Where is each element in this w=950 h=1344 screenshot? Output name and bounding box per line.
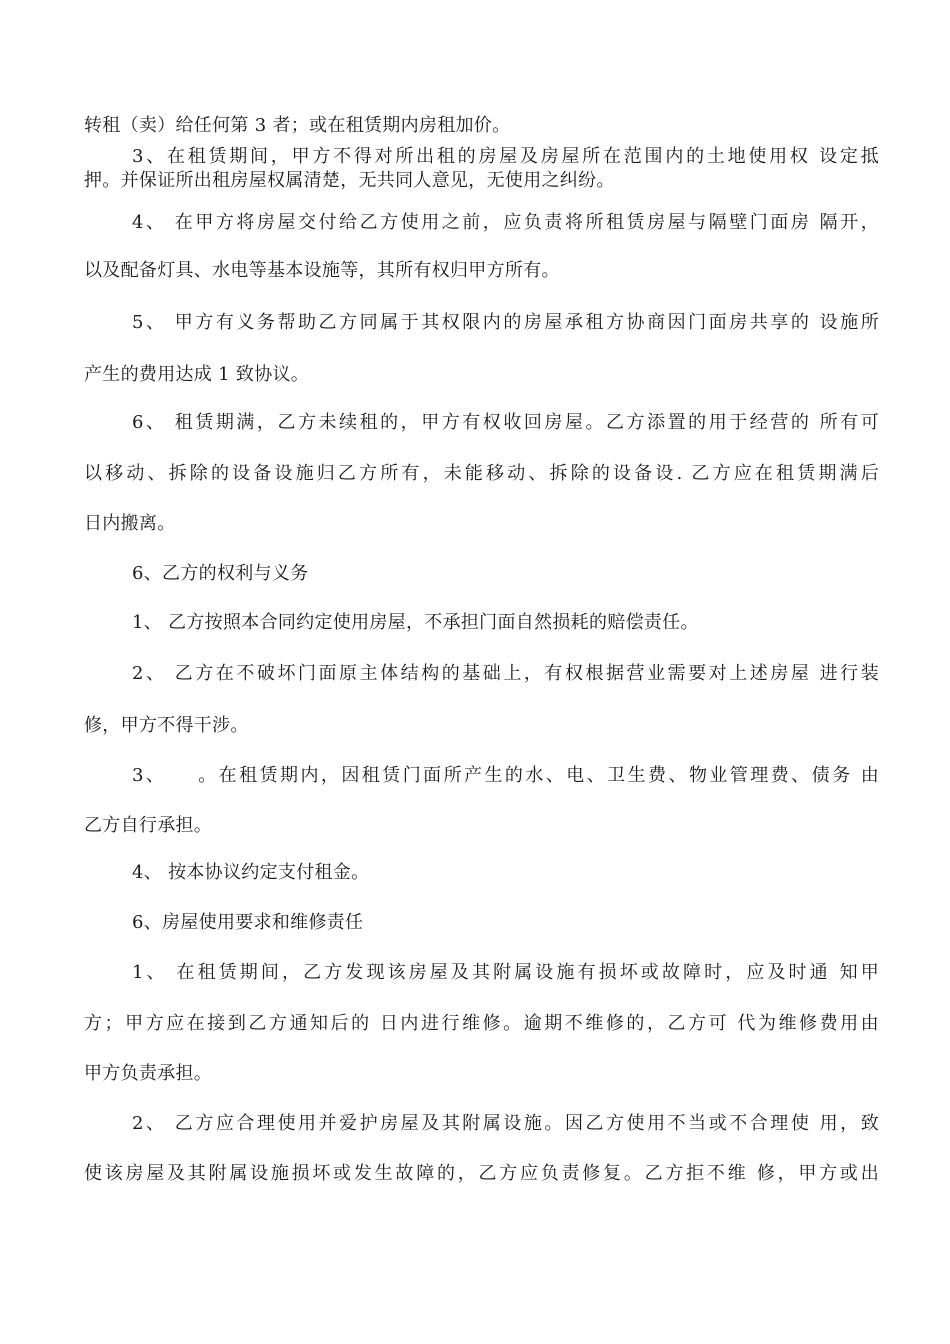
- text-line: 转租（卖）给任何第 3 者；或在租赁期内房租加价。: [84, 115, 511, 136]
- text-line: 使该房屋及其附属设施损坏或发生故障的，乙方应负责修复。乙方拒不维 修，甲方或出: [84, 1163, 879, 1184]
- text-line: 4、 按本协议约定支付租金。: [132, 862, 370, 883]
- text-line: 押。并保证所出租房屋权属清楚，无共同人意见，无使用之纠纷。: [84, 170, 615, 191]
- text-line: 方；甲方应在接到乙方通知后的 日内进行维修。逾期不维修的，乙方可 代为维修费用由: [84, 1013, 879, 1034]
- text-line: 5、 甲方有义务帮助乙方同属于其权限内的房屋承租方协商因门面房共享的 设施所: [132, 312, 879, 333]
- text-line: 甲方负责承担。: [84, 1063, 213, 1084]
- text-line: 3、在租赁期间，甲方不得对所出租的房屋及房屋所在范围内的土地使用权 设定抵: [132, 146, 879, 167]
- text-line: 乙方自行承担。: [84, 815, 213, 836]
- text-line: 1、 在租赁期间，乙方发现该房屋及其附属设施有损坏或故障时，应及时通 知甲: [132, 962, 879, 983]
- text-line: 1、 乙方按照本合同约定使用房屋，不承担门面自然损耗的赔偿责任。: [132, 612, 699, 633]
- text-line: 2、 乙方在不破坏门面原主体结构的基础上，有权根据营业需要对上述房屋 进行装: [132, 663, 879, 684]
- text-line: 日内搬离。: [84, 513, 176, 534]
- text-line: 以及配备灯具、水电等基本设施等，其所有权归甲方所有。: [84, 260, 560, 281]
- text-line: 修，甲方不得干涉。: [84, 715, 249, 736]
- text-line: 6、 租赁期满，乙方未续租的，甲方有权收回房屋。乙方添置的用于经营的 所有可: [132, 412, 879, 433]
- text-line: 3、 。在租赁期内，因租赁门面所产生的水、电、卫生费、物业管理费、债务 由: [132, 765, 879, 786]
- text-line: 以移动、拆除的设备设施归乙方所有，未能移动、拆除的设备设. 乙方应在租赁期满后: [84, 463, 879, 484]
- text-line: 2、 乙方应合理使用并爱护房屋及其附属设施。因乙方使用不当或不合理使 用，致: [132, 1113, 879, 1134]
- section-heading: 6、乙方的权利与义务: [132, 563, 309, 584]
- text-line: 4、 在甲方将房屋交付给乙方使用之前，应负责将所租赁房屋与隔壁门面房 隔开，: [132, 212, 879, 233]
- text-line: 产生的费用达成 1 致协议。: [84, 364, 310, 385]
- section-heading: 6、房屋使用要求和维修责任: [132, 912, 364, 933]
